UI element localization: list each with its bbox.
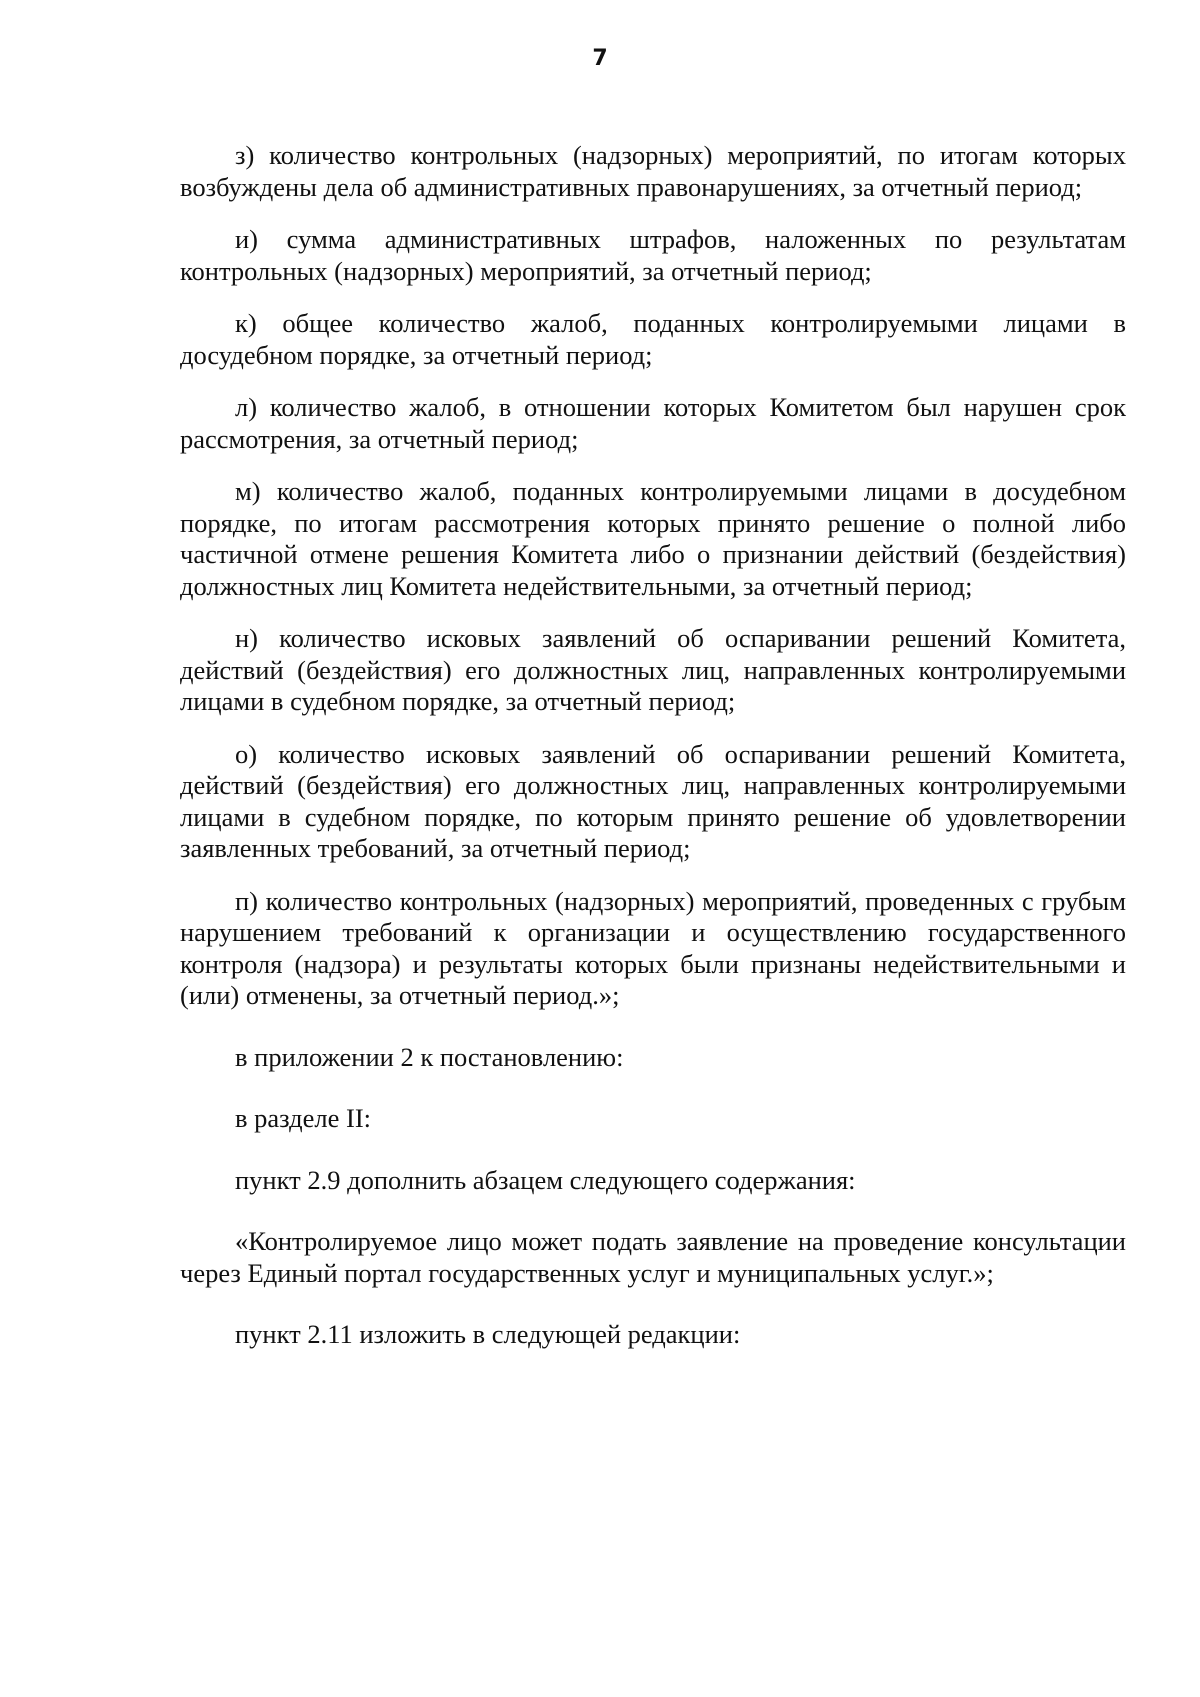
paragraph-o: о) количество исковых заявлений об оспаривании решений Комитета, действий (бездействия) его должностных лиц, направленных контролируемыми лицами в судебном порядке, по которым принято решение об удовлетворении заявленных требований, за отчетный период; [180, 738, 1126, 863]
paragraph-l: л) количество жалоб, в отношении которых Комитетом был нарушен срок рассмотрения, за отчетный период; [180, 392, 1126, 454]
paragraph-section-2: в разделе II: [235, 1103, 372, 1133]
document-body [180, 140, 1126, 1372]
paragraph-p: п) количество контрольных (надзорных) мероприятий, проведенных с грубым нарушением требований к организации и осуществлению государственного контроля (надзора) и результаты которых были признаны недействительными и (или) отменены, за отчетный период.»; [180, 885, 1126, 1010]
paragraph-item-2-11: пункт 2.11 изложить в следующей редакции: [235, 1319, 741, 1349]
paragraph-i: и) сумма административных штрафов, наложенных по результатам контрольных (надзорных) мероприятий, за отчетный период; [180, 224, 1126, 286]
paragraph-m: м) количество жалоб, поданных контролируемыми лицами в досудебном порядке, по итогам рассмотрения которых принято решение о полной либо частичной отмене решения Комитета либо о признании действий (бездействия) должностных лиц Комитета недействительными, за отчетный период; [180, 476, 1126, 601]
paragraph-z: з) количество контрольных (надзорных) мероприятий, по итогам которых возбуждены дела об административных правонарушениях, за отчетный период; [180, 140, 1126, 202]
page-number: 7 [592, 46, 608, 71]
paragraph-item-2-9: пункт 2.9 дополнить абзацем следующего содержания: [235, 1164, 856, 1195]
paragraph-k: к) общее количество жалоб, поданных контролируемыми лицами в досудебном порядке, за отчетный период; [180, 308, 1126, 370]
paragraph-n: н) количество исковых заявлений об оспаривании решений Комитета, действий (бездействия) его должностных лиц, направленных контролируемыми лицами в судебном порядке, за отчетный период; [180, 623, 1126, 716]
paragraph-appendix-2: в приложении 2 к постановлению: [235, 1041, 624, 1072]
paragraph-quoted-text: «Контролируемое лицо может подать заявление на проведение консультации через Единый портал государственных услуг и муниципальных услуг.»; [180, 1226, 1126, 1288]
